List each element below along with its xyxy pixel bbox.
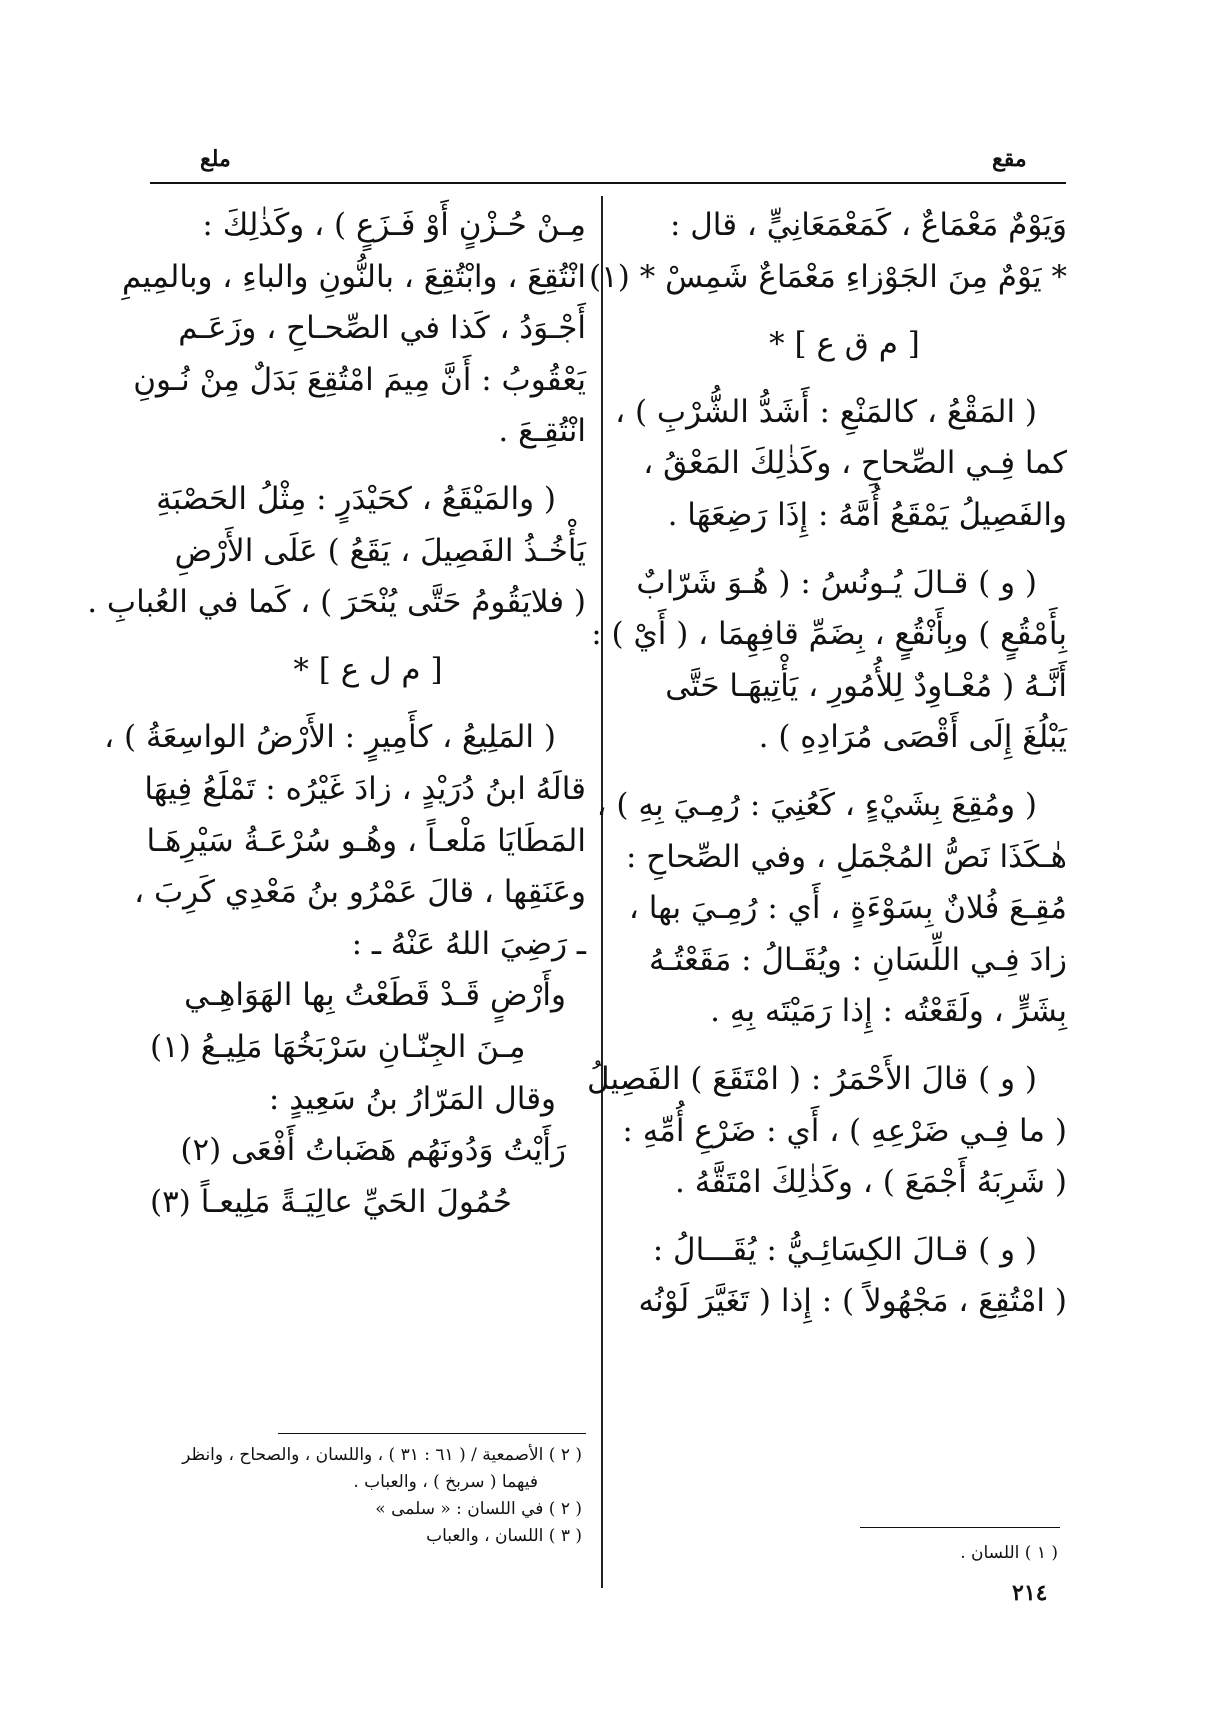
text-line: وقال المَرّارُ بنُ سَعِيدٍ : [268,1080,556,1117]
text-line: ( ومُقِعَ بِشَيْءٍ ، كَعُنِيَ : رُمِـيَ بِهِ ) ، [596,786,1037,823]
text-line: بِشَرٍّ ، ولَقَعْتُه : إِذا رَمَيْتَه بِهِ . [710,993,1067,1030]
text-line: ( ما فِـي ضَرْعِهِ ) ، أَي : ضَرْعِ أُمِّهِ : [622,1112,1067,1149]
verse-line: حُمُولَ الحَيِّ عالِيَـةً مَلِيعـاً (٣) [150,1183,512,1220]
text-line: ( و ) قـالَ يُـونُسُ : ( هُـوَ شَرّابٌ [636,564,1037,601]
column-divider [601,196,603,1588]
text-line: ( المَقْعُ ، كالمَنْعِ : أَشَدُّ الشُّرْبِ ) ، [615,393,1037,430]
header-entry-left: ملع [200,146,231,172]
right-column [587,200,1067,1328]
text-line: مُقِـعَ فُلانٌ بِسَوْءَةٍ ، أَي : رُمِـيَ بها ، [628,890,1067,927]
text-line: ( امْتُقِعَ ، مَجْهُولاً ) : إِذا ( تَغَيَّرَ لَوْنُه [638,1283,1067,1320]
text-line: أَنَّـهُ ( مُعْـاوِدٌ لِلأُمُورِ ، يَأْتِيهَـا حَتَّى [665,667,1067,704]
text-line: المَطَايَا مَلْعـاً ، وهُـو سُرْعَـةُ سَيْرِهَـا [146,822,586,859]
text-line: ( فلايَقُومُ حَتَّى يُنْحَرَ ) ، كَما في العُبابِ . [87,584,586,621]
text-line: هٰـكَذَا نَصُّ المُجْمَلِ ، وفي الصِّحاحِ : [625,838,1067,875]
footnote-rule-right [860,1527,1060,1528]
footnote: ( ١ ) اللسان . [960,1543,1058,1563]
text-line: وَيَوْمٌ مَعْمَاعٌ ، كَمَعْمَعَانِيٍّ ، قال : [669,207,1067,243]
text-line: مِـنْ حُـزْنٍ أَوْ فَـزَعٍ ) ، وكَذٰلِكَ : [202,207,586,243]
text-line: ( والمَيْقَعُ ، كحَيْدَرٍ : مِثْلُ الحَصْبَةِ [156,480,556,517]
text-line: يَبْلُغَ إِلَى أَقْصَى مُرَادِهِ ) . [758,719,1067,756]
text-line: بِأَمْقُعٍ ) وبِأَنْقُعٍ ، بِضَمِّ قافِهِمَا ، ( أَيْ ) : [591,616,1067,653]
text-line: ( و ) قالَ الأَحْمَرُ : ( امْتَقَعَ ) الفَصِيلُ [587,1060,1037,1097]
text-line: قالَهُ ابنُ دُرَيْدٍ ، زادَ غَيْرُه : تَمْلَعُ فِيهَا [144,770,586,807]
verse-line: * يَوْمٌ مِنَ الجَوْزاءِ مَعْمَاعٌ شَمِسْ * (١) [589,258,1067,295]
text-line: ( شَرِبَهُ أَجْمَعَ ) ، وكَذٰلِكَ امْتَقَّهُ . [675,1164,1067,1201]
verse-line: رَأَيْتُ وَدُونَهُم هَضَباتُ أَفْعَى (٢) [180,1132,566,1169]
text-line: يَأْخُـذُ الفَصِيلَ ، يَقَعُ ) عَلَى الأَرْضِ [174,532,586,569]
text-line: وعَنَقِها ، قالَ عَمْرُو بنُ مَعْدِي كَرِبَ ، [134,874,586,911]
verse-line: مِـنَ الجِنّـانِ سَرْبَخُهَا مَلِيـعُ (١) [150,1028,526,1065]
footnote-rule-left [278,1433,586,1434]
text-line: ( و ) قـالَ الكِسَائِـيُّ : يُقَـــالُ : [652,1231,1037,1268]
footnote: ( ٢ ) الأصمعية / ( ٦١ : ٣١ ) ، واللسان ، والصحاح ، وانظر [182,1445,582,1465]
text-line: انْتُقِـعَ . [498,413,586,450]
entry-heading-mla: [ م ل ع ] * [293,651,443,688]
text-line: كما فِـي الصِّحاحِ ، وكَذٰلِكَ المَعْقُ ، [643,445,1067,482]
page-number: ٢١٤ [1012,1580,1048,1606]
text-line: انْتُقِعَ ، وابْتُقِعَ ، بالنُّونِ والباءِ ، وبالمِيمِ [122,258,586,295]
footnote: ( ٣ ) اللسان ، والعباب [426,1526,582,1546]
text-line: ( المَلِيعُ ، كأَمِيرٍ : الأَرْضُ الواسِعَةُ ) ، [104,719,556,756]
text-line: أَجْـوَدُ ، كَذا في الصِّحـاحِ ، وزَعَـم [178,310,586,347]
text-line: والفَصِيلُ يَمْقَعُ أُمَّهُ : إِذَا رَضِعَهَا . [667,496,1067,533]
left-column [87,200,586,1228]
verse-line: وأَرْضٍ قَـدْ قَطَعْتُ بِها الهَوَاهِـي [184,977,566,1014]
footnote: فيهما ( سربخ ) ، والعباب . [353,1472,538,1492]
text-line: ـ رَضِيَ اللهُ عَنْهُ ـ : [351,925,586,962]
text-line: زادَ فِـي اللِّسَانِ : ويُقَـالُ : مَقَعْتُـهُ [649,941,1067,978]
right-footnotes [800,1540,1058,1567]
left-footnotes [150,1442,582,1550]
entry-heading-mqa: [ م ق ع ] * [769,326,920,363]
header-entry-right: مقع [992,146,1027,172]
footnote: ( ٢ ) في اللسان : « سلمى » [375,1499,582,1519]
header-rule [150,182,1066,184]
text-line: يَعْقُوبُ : أَنَّ مِيمَ امْتُقِعَ بَدَلٌ مِنْ نُـونِ [133,361,586,398]
